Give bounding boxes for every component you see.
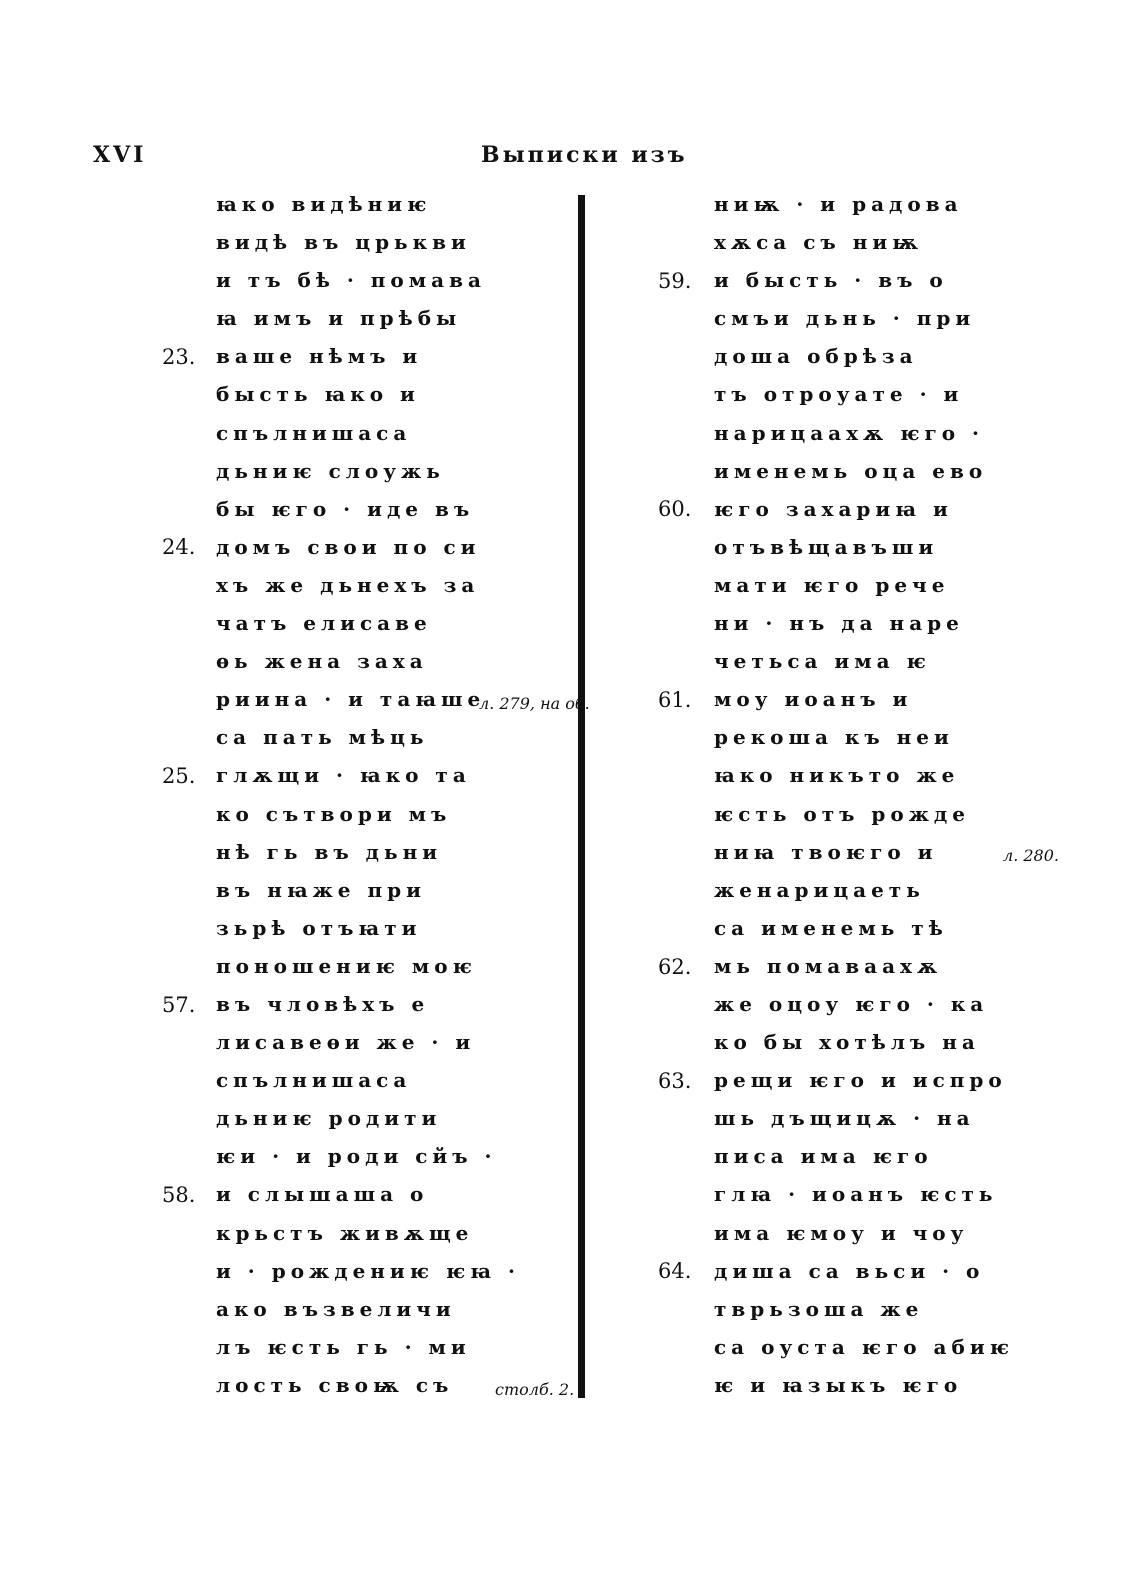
- text-line: и слышаша о: [216, 1182, 429, 1207]
- right-text-column: [714, 185, 1014, 1404]
- text-line: въ чловѣхъ е: [216, 991, 430, 1016]
- text-line: ко бы хотѣлъ на: [714, 1030, 980, 1055]
- text-line: лость своѭ съ: [216, 1372, 454, 1397]
- left-text-column: [216, 185, 520, 1404]
- text-line: домъ свои по си: [216, 534, 481, 559]
- text-line: бы ѥго · иде въ: [216, 496, 475, 521]
- text-line: глѫщи · ꙗко та: [216, 763, 471, 788]
- text-line: моу иоанъ и: [714, 687, 913, 712]
- text-line: рещи ѥго и испро: [714, 1068, 1007, 1093]
- text-line: отъвѣщавъши: [714, 534, 939, 559]
- text-line: видѣ въ црькви: [216, 230, 471, 255]
- text-line: зьрѣ отъꙗти: [216, 915, 422, 940]
- verse-number: 60.: [658, 497, 692, 521]
- verse-number: 62.: [658, 955, 692, 979]
- text-line: именемь оца ево: [714, 458, 988, 483]
- verse-number: 57.: [162, 993, 196, 1017]
- text-line: дьниѥ слоужь: [216, 458, 445, 483]
- text-line: женарицаеть: [714, 877, 925, 902]
- verse-number: 59.: [658, 269, 692, 293]
- page-folio: XVI: [93, 142, 147, 168]
- text-line: поношениѥ моѥ: [216, 953, 477, 978]
- text-line: диша са вьси · о: [714, 1258, 985, 1283]
- verse-number: 23.: [162, 345, 196, 369]
- text-line: ако възвеличи: [216, 1296, 456, 1321]
- text-line: ꙗ имъ и прѣбы: [216, 306, 462, 331]
- margin-note-folio-279: л. 279, на об.: [479, 694, 590, 713]
- text-line: доша обрѣза: [714, 344, 918, 369]
- text-line: и бысть · въ о: [714, 268, 948, 293]
- text-line: чатъ елисаве: [216, 611, 432, 636]
- text-line: нѣ гь въ дьни: [216, 839, 443, 864]
- text-line: рекоша къ неи: [714, 725, 954, 750]
- text-line: смъи дьнь · при: [714, 306, 976, 331]
- text-line: ко сътвори мъ: [216, 801, 452, 826]
- text-line: лъ ѥсть гь · ми: [216, 1334, 471, 1359]
- page-running-title: Выписки изъ: [481, 142, 688, 168]
- text-line: мь помаваахѫ: [714, 953, 943, 978]
- text-line: четьса има ѥ: [714, 649, 931, 674]
- text-line: въ нꙗже при: [216, 877, 426, 902]
- text-line: дьниѥ родити: [216, 1106, 442, 1131]
- verse-number: 63.: [658, 1069, 692, 1093]
- text-line: ниꙗ твоѥго и: [714, 839, 938, 864]
- text-line: са пать мѣць: [216, 725, 429, 750]
- text-line: шь дъщицѫ · на: [714, 1106, 975, 1131]
- column-divider-rule: [578, 195, 585, 1398]
- text-line: ваше нѣмъ и: [216, 344, 423, 369]
- text-line: спълнишаса: [216, 1068, 412, 1093]
- text-line: ꙗко никъто же: [714, 763, 960, 788]
- verse-number: 25.: [162, 764, 196, 788]
- text-line: крьстъ живѫще: [216, 1220, 474, 1245]
- verse-number: 58.: [162, 1183, 196, 1207]
- text-line: писа има ѥго: [714, 1144, 933, 1169]
- text-line: са именемь тѣ: [714, 915, 948, 940]
- text-line: и тъ бѣ · помава: [216, 268, 486, 293]
- text-line: ѥи · и роди сйъ ·: [216, 1144, 497, 1169]
- text-line: хѫса съ ниѭ: [714, 230, 924, 255]
- text-line: бысть ꙗко и: [216, 382, 420, 407]
- text-line: ниѭ · и радова: [714, 192, 963, 216]
- text-line: хъ же дьнехъ за: [216, 572, 480, 597]
- verse-number: 24.: [162, 535, 196, 559]
- margin-note-folio-280: л. 280.: [1003, 846, 1059, 865]
- text-line: ꙗко видѣниѥ: [216, 192, 432, 216]
- text-line: тъ отроуате · и: [714, 382, 964, 407]
- text-line: ѳь жена заха: [216, 649, 428, 674]
- text-line: же оцоу ѥго · ка: [714, 991, 989, 1016]
- text-line: са оуста ѥго абиѥ: [714, 1334, 1014, 1359]
- text-line: глꙗ · иоанъ ѥсть: [714, 1182, 998, 1207]
- text-line: и · рождениѥ ѥꙗ ·: [216, 1258, 520, 1283]
- text-line: риина · и таꙗше: [216, 687, 486, 712]
- text-line: спълнишаса: [216, 420, 412, 445]
- margin-note-column-2: столб. 2.: [495, 1380, 575, 1399]
- verse-number: 64.: [658, 1259, 692, 1283]
- text-line: нарицаахѫ ѥго ·: [714, 420, 984, 445]
- text-line: има ѥмоу и чоу: [714, 1220, 969, 1245]
- text-line: ѥ и ꙗзыкъ ѥго: [714, 1372, 963, 1397]
- text-line: мати ѥго рече: [714, 572, 950, 597]
- text-line: ни · нъ да наре: [714, 611, 964, 636]
- text-line: ѥго захариꙗ и: [714, 496, 953, 521]
- text-line: лисавеѳи же · и: [216, 1030, 476, 1055]
- text-line: тврьзоша же: [714, 1296, 924, 1321]
- verse-number: 61.: [658, 688, 692, 712]
- text-line: ѥсть отъ рожде: [714, 801, 970, 826]
